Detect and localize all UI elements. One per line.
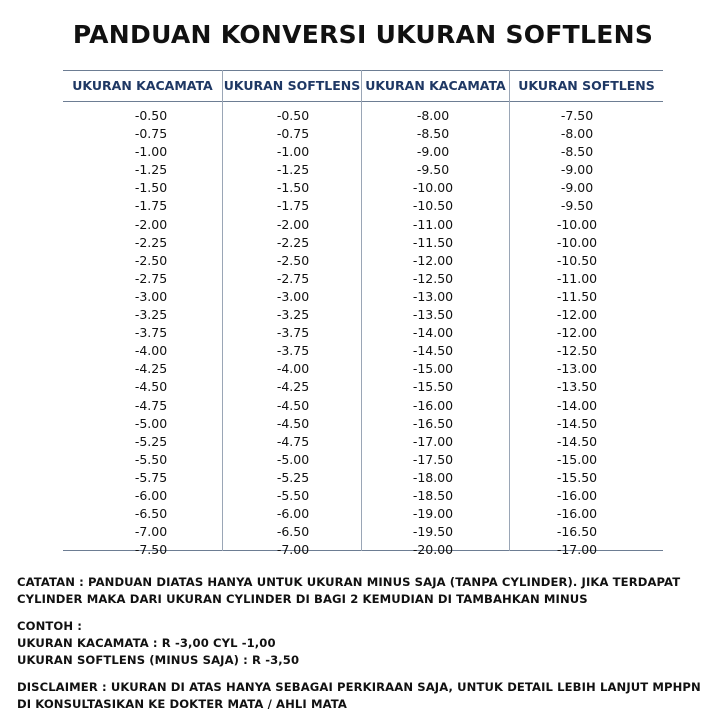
table-cell: -1.75	[134, 198, 168, 214]
table-cell: -2.25	[276, 234, 310, 250]
contoh-label: CONTOH :	[17, 619, 83, 633]
page-title: PANDUAN KONVERSI UKURAN SOFTLENS	[72, 20, 654, 49]
table-cell: -16.50	[412, 415, 454, 431]
table-cell: -13.50	[556, 379, 598, 395]
table-cell: -5.00	[276, 451, 310, 467]
table-cell: -14.50	[556, 415, 598, 431]
table-cell: -10.50	[412, 198, 454, 214]
column-divider	[509, 70, 510, 551]
table-cell: -10.00	[412, 180, 454, 196]
table-cell: -12.50	[412, 270, 454, 286]
table-cell: -8.00	[416, 108, 450, 123]
table-cell: -9.00	[560, 180, 594, 196]
table-cell: -16.50	[556, 524, 598, 540]
table-cell: -2.00	[134, 216, 168, 232]
table-cell: -1.25	[134, 162, 168, 178]
table-cell: -2.75	[276, 270, 310, 286]
table-cell: -20.00	[412, 542, 454, 558]
table-cell: -7.50	[560, 108, 594, 123]
table-cell: -17.50	[412, 451, 454, 467]
table-cell: -13.00	[412, 288, 454, 304]
table-cell: -10.00	[556, 234, 598, 250]
table-cell: -2.50	[276, 252, 310, 268]
table-cell: -6.00	[134, 487, 168, 503]
table-cell: -5.50	[276, 487, 310, 503]
table-cell: -13.50	[412, 307, 454, 323]
table-cell: -5.25	[134, 433, 168, 449]
table-cell: -1.00	[134, 144, 168, 160]
column-softlens-2	[539, 107, 615, 559]
table-cell: -10.50	[556, 252, 598, 268]
table-cell: -6.50	[276, 524, 310, 540]
table-cell: -2.00	[276, 216, 310, 232]
table-cell: -4.00	[134, 343, 168, 359]
table-cell: -9.50	[560, 198, 594, 214]
table-cell: -0.75	[134, 126, 168, 142]
header-ukuran-kacamata: UKURAN KACAMATA	[72, 78, 213, 93]
table-cell: -4.00	[276, 361, 310, 377]
table-cell: -4.50	[134, 379, 168, 395]
table-cell: -1.75	[276, 198, 310, 214]
table-cell: -7.50	[134, 542, 168, 558]
table-cell: -8.50	[560, 144, 594, 160]
table-cell: -3.00	[276, 288, 310, 304]
header-divider	[63, 101, 663, 102]
table-cell: -19.50	[412, 524, 454, 540]
table-cell: -8.50	[416, 126, 450, 142]
table-cell: -16.00	[412, 397, 454, 413]
table-cell: -4.75	[276, 433, 310, 449]
table-cell: -4.75	[134, 397, 168, 413]
table-cell: -1.50	[134, 180, 168, 196]
table-cell: -2.50	[134, 252, 168, 268]
table-cell: -11.50	[412, 234, 454, 250]
table-cell: -3.25	[276, 307, 310, 323]
table-cell: -0.50	[276, 108, 310, 123]
header-ukuran-softlens: UKURAN SOFTLENS	[223, 78, 361, 93]
table-cell: -4.50	[276, 397, 310, 413]
table-cell: -4.25	[134, 361, 168, 377]
table-cell: -1.50	[276, 180, 310, 196]
table-cell: -9.00	[560, 162, 594, 178]
table-cell: -2.75	[134, 270, 168, 286]
disclaimer-text: DISCLAIMER : UKURAN DI ATAS HANYA SEBAGAI PERKIRAAN SAJA, UNTUK DETAIL LEBIH LANJUT MPHPN DI KONSULTASIKAN KE DOKTER MATA / AHLI MATA	[17, 680, 701, 711]
table-cell: -11.00	[556, 270, 598, 286]
table-cell: -19.00	[412, 506, 454, 522]
table-cell: -7.00	[134, 524, 168, 540]
table-cell: -1.25	[276, 162, 310, 178]
table-cell: -18.00	[412, 469, 454, 485]
table-cell: -5.25	[276, 469, 310, 485]
table-cell: -12.00	[412, 252, 454, 268]
table-cell: -3.25	[134, 307, 168, 323]
table-cell: -14.50	[412, 343, 454, 359]
table-top-border	[63, 70, 663, 71]
catatan-text: CATATAN : PANDUAN DIATAS HANYA UNTUK UKURAN MINUS SAJA (TANPA CYLINDER). JIKA TERDAPAT CYLINDER MAKA DARI UKURAN CYLINDER DI BAGI 2 KEMUDIAN DI TAMBAHKAN MINUS	[17, 575, 681, 606]
column-kacamata-2	[395, 107, 471, 559]
table-cell: -4.50	[276, 415, 310, 431]
table-cell: -13.00	[556, 361, 598, 377]
table-cell: -15.00	[556, 451, 598, 467]
notes-section	[17, 574, 717, 713]
table-cell: -18.50	[412, 487, 454, 503]
table-cell: -15.50	[412, 379, 454, 395]
table-cell: -12.00	[556, 307, 598, 323]
table-cell: -12.50	[556, 343, 598, 359]
table-cell: -9.00	[416, 144, 450, 160]
table-cell: -10.00	[556, 216, 598, 232]
table-cell: -3.75	[276, 325, 310, 341]
table-cell: -9.50	[416, 162, 450, 178]
table-cell: -14.00	[556, 397, 598, 413]
table-cell: -7.00	[276, 542, 310, 558]
table-cell: -14.50	[556, 433, 598, 449]
table-cell: -5.50	[134, 451, 168, 467]
table-cell: -17.00	[412, 433, 454, 449]
table-cell: -0.75	[276, 126, 310, 142]
header-ukuran-kacamata: UKURAN KACAMATA	[365, 78, 506, 93]
contoh-softlens: UKURAN SOFTLENS (MINUS SAJA) : R -3,50	[17, 653, 300, 667]
table-cell: -6.50	[134, 506, 168, 522]
table-cell: -17.00	[556, 542, 598, 558]
table-cell: -6.00	[276, 506, 310, 522]
table-cell: -3.75	[276, 343, 310, 359]
table-cell: -12.00	[556, 325, 598, 341]
table-cell: -16.00	[556, 487, 598, 503]
column-softlens-1	[255, 107, 331, 559]
column-divider	[222, 70, 223, 551]
table-cell: -8.00	[560, 126, 594, 142]
table-cell: -2.25	[134, 234, 168, 250]
table-cell: -5.75	[134, 469, 168, 485]
table-cell: -0.50	[134, 108, 168, 123]
table-cell: -11.00	[412, 216, 454, 232]
table-cell: -14.00	[412, 325, 454, 341]
table-cell: -15.50	[556, 469, 598, 485]
contoh-kacamata: UKURAN KACAMATA : R -3,00 CYL -1,00	[17, 636, 276, 650]
table-cell: -15.00	[412, 361, 454, 377]
table-cell: -5.00	[134, 415, 168, 431]
table-cell: -3.75	[134, 325, 168, 341]
column-kacamata-1	[113, 107, 189, 559]
header-ukuran-softlens: UKURAN SOFTLENS	[518, 78, 655, 93]
table-cell: -11.50	[556, 288, 598, 304]
table-cell: -3.00	[134, 288, 168, 304]
table-cell: -4.25	[276, 379, 310, 395]
column-divider	[361, 70, 362, 551]
table-cell: -16.00	[556, 506, 598, 522]
table-cell: -1.00	[276, 144, 310, 160]
